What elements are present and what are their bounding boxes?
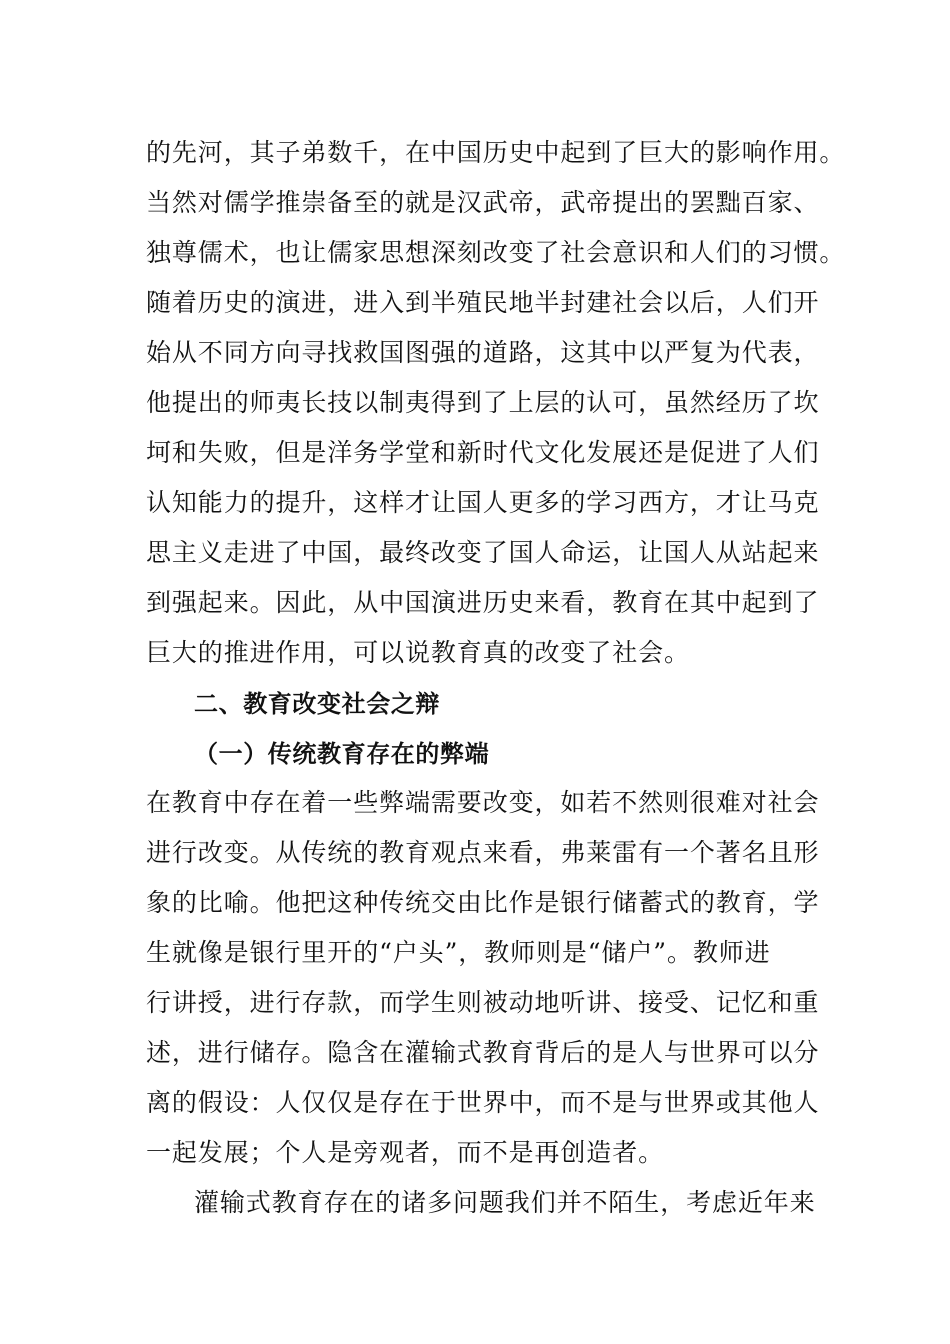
paragraph-line: 他提出的师夷长技以制夷得到了上层的认可，虽然经历了坎: [146, 388, 820, 417]
paragraph-line: 进行改变。从传统的教育观点来看，弗莱雷有一个著名且形: [146, 838, 820, 867]
paragraph-line: 行讲授，进行存款，而学生则被动地听讲、接受、记忆和重: [146, 988, 820, 1017]
paragraph-line: 巨大的推进作用，可以说教育真的改变了社会。: [146, 638, 690, 667]
paragraph-line: 始从不同方向寻找救国图强的道路，这其中以严复为代表，: [146, 338, 820, 367]
paragraph-line: 象的比喻。他把这种传统交由比作是银行储蓄式的教育，学: [146, 888, 820, 917]
section-heading: 二、教育改变社会之辩: [194, 690, 440, 718]
paragraph-line: 的先河，其子弟数千，在中国历史中起到了巨大的影响作用。: [146, 138, 846, 167]
paragraph-line: 生就像是银行里开的“户头”，教师则是“储户”。教师进: [146, 938, 771, 967]
paragraph-line: 随着历史的演进，进入到半殖民地半封建社会以后，人们开: [146, 288, 820, 317]
paragraph-line: 在教育中存在着一些弊端需要改变，如若不然则很难对社会: [146, 788, 820, 817]
subsection-heading: （一）传统教育存在的弊端: [194, 740, 490, 768]
paragraph-line: 坷和失败，但是洋务学堂和新时代文化发展还是促进了人们: [146, 438, 820, 467]
paragraph-line: 灌输式教育存在的诸多问题我们并不陌生，考虑近年来: [194, 1188, 816, 1217]
paragraph-line: 认知能力的提升，这样才让国人更多的学习西方，才让马克: [146, 488, 820, 517]
paragraph-line: 独尊儒术，也让儒家思想深刻改变了社会意识和人们的习惯。: [146, 238, 846, 267]
paragraph-line: 到强起来。因此，从中国演进历史来看，教育在其中起到了: [146, 588, 820, 617]
paragraph-line: 一起发展；个人是旁观者，而不是再创造者。: [146, 1138, 665, 1167]
paragraph-line: 当然对儒学推崇备至的就是汉武帝，武帝提出的罢黜百家、: [146, 188, 820, 217]
paragraph-line: 述，进行储存。隐含在灌输式教育背后的是人与世界可以分: [146, 1038, 820, 1067]
paragraph-line: 思主义走进了中国，最终改变了国人命运，让国人从站起来: [146, 538, 820, 567]
paragraph-line: 离的假设：人仅仅是存在于世界中，而不是与世界或其他人: [146, 1088, 820, 1117]
